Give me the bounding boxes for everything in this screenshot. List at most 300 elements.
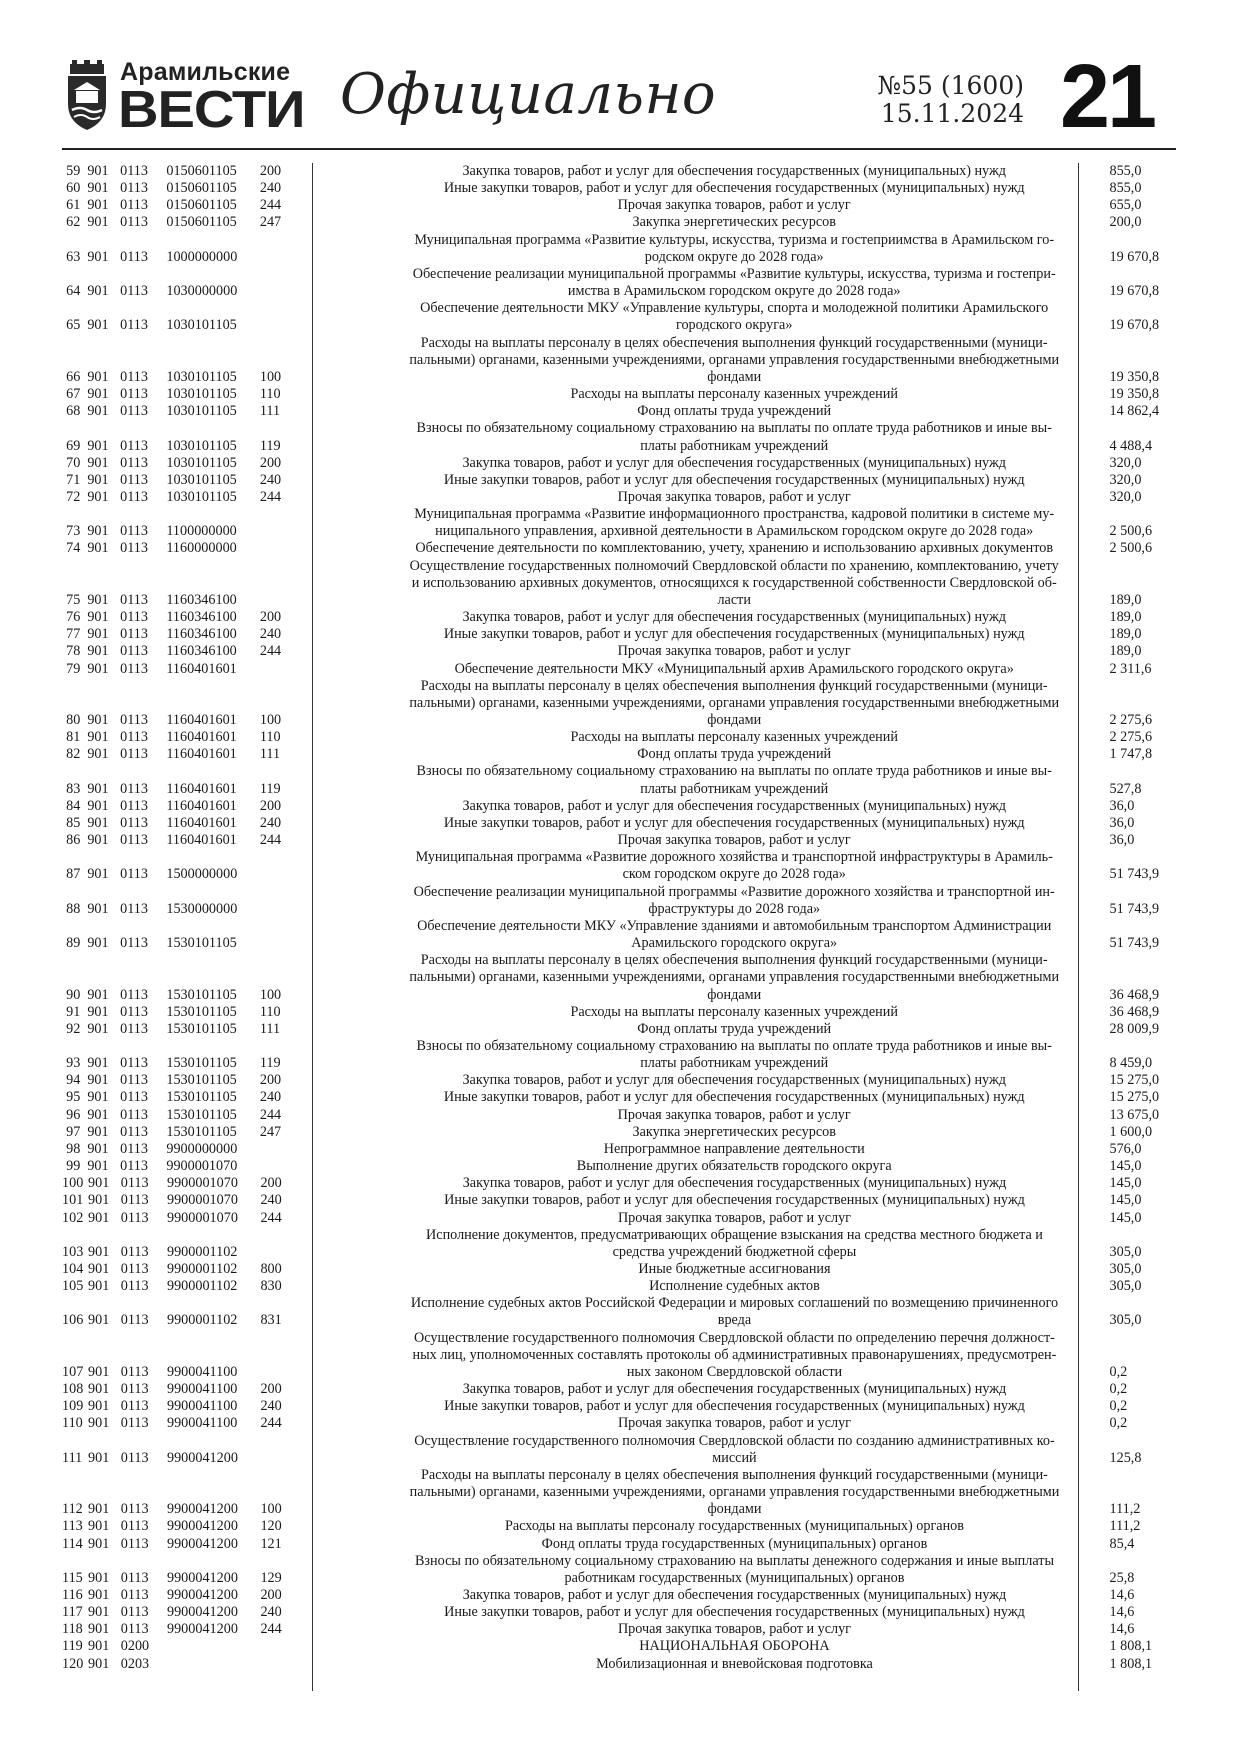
target-code: 1160401601 (166, 832, 237, 849)
target-code: 1160346100 (166, 591, 237, 608)
table-row (62, 952, 1176, 1003)
row-number: 67 (66, 386, 81, 403)
item-name: Закупка товаров, работ и услуг для обеспечения государственных (муниципальных) нужд (462, 163, 1006, 179)
item-name: Иные закупки товаров, работ и услуг для обеспечения государственных (муниципальных) нужд (444, 1192, 1025, 1209)
table-row (62, 1415, 1176, 1432)
town-crest-icon (64, 60, 110, 132)
table-row (62, 832, 1176, 849)
item-name: Прочая закупка товаров, работ и услуг (617, 1106, 851, 1123)
row-number: 77 (66, 626, 81, 643)
target-code: 9900041100 (166, 1415, 238, 1432)
row-number: 112 (62, 1501, 83, 1518)
table-row (62, 643, 1176, 660)
target-code: 1530101105 (166, 1055, 237, 1072)
expense-type-code: 100 (259, 368, 282, 385)
target-code: 9900001070 (166, 1209, 238, 1226)
section-code: 0113 (120, 712, 148, 728)
section-code: 0113 (120, 1003, 148, 1020)
row-number: 59 (66, 163, 81, 179)
item-name: Закупка товаров, работ и услуг для обеспечения государственных (муниципальных) нужд (462, 1072, 1006, 1089)
table-row (62, 1107, 1176, 1124)
section-code: 0113 (120, 643, 148, 660)
admin-code: 901 (88, 1192, 110, 1209)
amount: 51 743,9 (1109, 935, 1160, 952)
section-code: 0113 (120, 1089, 148, 1106)
admin-code: 901 (88, 1569, 110, 1586)
admin-code: 901 (87, 712, 109, 728)
target-code: 1160000000 (166, 540, 237, 557)
amount: 189,0 (1109, 609, 1142, 626)
expense-type-code: 247 (259, 1123, 282, 1140)
table-row (62, 1261, 1176, 1278)
table-row (62, 1330, 1176, 1381)
amount: 19 670,8 (1109, 283, 1160, 300)
target-code: 9900001102 (166, 1261, 238, 1277)
admin-code: 901 (87, 780, 109, 797)
section-code: 0113 (120, 317, 148, 334)
target-code: 9900041100 (166, 1363, 238, 1380)
amount: 19 350,8 (1109, 386, 1160, 403)
item-name: Закупка товаров, работ и услуг для обеспечения государственных (муниципальных) нужд (462, 1381, 1007, 1398)
target-code: 9900041200 (166, 1449, 238, 1466)
section-code: 0113 (120, 1501, 149, 1518)
row-number: 118 (62, 1621, 83, 1638)
amount: 2 275,6 (1109, 712, 1153, 728)
section-code: 0113 (120, 797, 148, 814)
amount: 1 747,8 (1109, 746, 1153, 763)
row-number: 111 (62, 1449, 83, 1466)
section-code: 0113 (120, 523, 148, 540)
row-number: 117 (62, 1604, 83, 1621)
admin-code: 901 (87, 1055, 109, 1072)
row-number: 114 (62, 1535, 83, 1552)
section-code: 0113 (120, 591, 148, 608)
target-code: 0150601105 (166, 163, 237, 179)
target-code: 9900041100 (166, 1381, 238, 1398)
target-code: 1160346100 (166, 609, 237, 626)
table-row (62, 1072, 1176, 1089)
row-number: 81 (66, 729, 81, 746)
item-name: Иные закупки товаров, работ и услуг для обеспечения государственных (муниципальных) нужд (444, 1604, 1025, 1621)
section-code: 0113 (120, 866, 148, 883)
admin-code: 901 (88, 1261, 110, 1277)
admin-code: 901 (87, 591, 109, 608)
table-row (62, 1295, 1176, 1329)
section-code: 0113 (120, 1020, 148, 1037)
row-number: 65 (66, 317, 81, 334)
section-code: 0113 (120, 1209, 149, 1226)
target-code: 1030101105 (166, 317, 237, 334)
amount: 305,0 (1109, 1278, 1142, 1295)
item-name: Прочая закупка товаров, работ и услуг (617, 1621, 851, 1638)
item-name: Расходы на выплаты персоналу казенных учреждений (570, 386, 898, 403)
item-name: Расходы на выплаты персоналу казенных учреждений (570, 729, 898, 746)
table-row (62, 420, 1176, 454)
item-name: Взносы по обязательному социальному страхованию на выплаты по оплате труда работников и иные вы- платы работникам учреждений (416, 763, 1052, 797)
expense-type-code: 110 (259, 1003, 281, 1020)
target-code: 1160401601 (166, 746, 237, 763)
table-row (62, 163, 1176, 180)
table-row (62, 1398, 1176, 1415)
item-name: Иные закупки товаров, работ и услуг для обеспечения государственных (муниципальных) нужд (444, 1398, 1025, 1415)
table-row (62, 884, 1176, 918)
amount: 36 468,9 (1109, 986, 1160, 1003)
budget-table (62, 163, 1176, 1673)
admin-code: 901 (88, 1535, 110, 1552)
amount: 527,8 (1109, 780, 1142, 797)
amount: 85,4 (1109, 1535, 1135, 1552)
section-code: 0113 (120, 609, 148, 626)
row-number: 85 (66, 814, 81, 831)
section-code: 0113 (120, 626, 148, 643)
admin-code: 901 (88, 1243, 110, 1260)
item-name: Обеспечение деятельности МКУ «Управление зданиями и автомобильным транспортом Администрации Арамильского городского округа» (417, 917, 1052, 952)
item-name: Осуществление государственных полномочий Свердловской области по хранению, комплектованию, учету и использованию архивных документов, относящихся к государственной собственности Свердловской об- ласти (409, 557, 1059, 608)
target-code: 1530101105 (166, 1020, 237, 1037)
amount: 36 468,9 (1109, 1003, 1160, 1020)
item-name: Закупка товаров, работ и услуг для обеспечения государственных (муниципальных) нужд (462, 1175, 1007, 1192)
section-code: 0113 (120, 437, 148, 454)
expense-type-code: 240 (260, 1604, 282, 1621)
amount: 111,2 (1109, 1501, 1141, 1518)
admin-code: 901 (87, 1072, 109, 1089)
target-code: 9900001070 (166, 1175, 238, 1192)
admin-code: 901 (88, 1501, 110, 1518)
target-code: 1030101105 (166, 454, 237, 471)
expense-type-code: 200 (259, 609, 282, 626)
target-code: 9900041200 (166, 1569, 238, 1586)
expense-type-code: 119 (259, 780, 281, 797)
table-row (62, 180, 1176, 197)
table-row (62, 1175, 1176, 1192)
admin-code: 901 (87, 317, 109, 334)
target-code: 1160346100 (166, 626, 237, 643)
admin-code: 901 (87, 935, 109, 952)
expense-type-code: 200 (260, 1381, 282, 1398)
table-row (62, 1587, 1176, 1604)
target-code: 1030101105 (166, 437, 237, 454)
brand-title: ВЕСТИ (118, 81, 305, 139)
admin-code: 901 (87, 643, 109, 660)
expense-type-code: 244 (259, 197, 282, 214)
admin-code: 901 (87, 797, 109, 814)
amount: 655,0 (1109, 197, 1142, 214)
amount: 36,0 (1109, 797, 1135, 814)
admin-code: 901 (88, 1209, 110, 1226)
target-code: 1160346100 (166, 643, 237, 660)
row-number: 74 (66, 540, 81, 557)
target-code: 1530101105 (166, 1003, 237, 1020)
amount: 320,0 (1109, 454, 1142, 471)
section-code: 0113 (120, 488, 148, 505)
newspaper-logo[interactable] (64, 58, 305, 139)
amount: 36,0 (1109, 832, 1135, 849)
page-number: 21 (1060, 47, 1155, 147)
section-code: 0113 (120, 214, 148, 231)
row-number: 91 (66, 1003, 81, 1020)
item-name: Осуществление государственного полномочия Свердловской области по определению перечня должност- ных лиц, уполномоченных составлять протоколы об административных правонарушениях, предусмотрен- ных законом Свердловской области (412, 1329, 1057, 1380)
target-code: 9900041200 (166, 1621, 238, 1638)
target-code: 1500000000 (166, 866, 238, 883)
expense-type-code: 244 (260, 1415, 282, 1432)
row-number: 63 (66, 248, 81, 265)
page-header (0, 0, 1241, 150)
expense-type-code: 244 (259, 643, 282, 660)
section-code: 0113 (120, 471, 148, 488)
target-code: 1100000000 (166, 523, 237, 540)
section-code: 0113 (120, 454, 148, 471)
brand-subtitle: Арамильские (120, 58, 291, 86)
item-name: Прочая закупка товаров, работ и услуг (617, 488, 851, 505)
table-row (62, 1192, 1176, 1209)
amount: 125,8 (1109, 1449, 1142, 1466)
amount: 855,0 (1109, 163, 1142, 179)
amount: 4 488,4 (1109, 437, 1153, 454)
expense-type-code: 244 (259, 488, 282, 505)
target-code: 9900001102 (166, 1312, 238, 1329)
target-code: 1530101105 (166, 1072, 237, 1089)
target-code: 0150601105 (166, 214, 237, 231)
section-code: 0113 (120, 1604, 149, 1621)
amount: 0,2 (1109, 1381, 1128, 1398)
admin-code: 901 (87, 437, 109, 454)
admin-code: 901 (87, 163, 109, 179)
section-code: 0113 (120, 403, 148, 420)
target-code: 1160401601 (166, 712, 237, 728)
item-name: Расходы на выплаты персоналу в целях обеспечения выполнения функций государственными (муници- пальными) органами, казенными учреждениями, органами управления государственными внебюджетными фондами (409, 677, 1060, 728)
issue-date: 15.11.2024 (880, 99, 1024, 128)
target-code: 9900001102 (166, 1243, 238, 1260)
admin-code: 901 (87, 523, 109, 540)
table-row (62, 300, 1176, 334)
amount: 1 808,1 (1109, 1655, 1153, 1672)
amount: 2 500,6 (1109, 540, 1153, 557)
expense-type-code: 240 (259, 626, 282, 643)
table-row (62, 1536, 1176, 1553)
section-code: 0113 (120, 1518, 149, 1535)
expense-type-code: 100 (259, 712, 282, 728)
target-code: 9900001102 (166, 1278, 238, 1295)
item-name: Расходы на выплаты персоналу в целях обеспечения выполнения функций государственными (муници- пальными) органами, казенными учреждениями, органами управления государственными внебюджетными фондами (409, 1466, 1060, 1518)
expense-type-code: 119 (259, 1055, 281, 1072)
table-row (62, 763, 1176, 797)
item-name: Закупка товаров, работ и услуг для обеспечения государственных (муниципальных) нужд (462, 454, 1006, 471)
amount: 1 808,1 (1109, 1638, 1153, 1655)
expense-type-code: 800 (260, 1261, 282, 1277)
amount: 145,0 (1109, 1175, 1142, 1192)
amount: 15 275,0 (1109, 1072, 1160, 1089)
table-row (62, 1621, 1176, 1638)
admin-code: 901 (87, 283, 109, 300)
expense-type-code: 247 (259, 214, 282, 231)
target-code: 1160401601 (166, 780, 237, 797)
admin-code: 901 (87, 832, 109, 849)
section-code: 0113 (120, 1175, 149, 1192)
row-number: 113 (62, 1518, 83, 1535)
table-row (62, 1227, 1176, 1261)
item-name: Прочая закупка товаров, работ и услуг (617, 643, 851, 660)
amount: 200,0 (1109, 214, 1142, 231)
section-code: 0113 (120, 1278, 149, 1295)
row-number: 69 (66, 437, 81, 454)
item-name: Фонд оплаты труда учреждений (637, 403, 832, 420)
target-code: 1030101105 (166, 386, 237, 403)
row-number: 89 (66, 935, 81, 952)
table-row (62, 1004, 1176, 1021)
table-row (62, 403, 1176, 420)
admin-code: 901 (87, 214, 109, 231)
expense-type-code: 831 (260, 1312, 282, 1329)
row-number: 100 (62, 1175, 84, 1192)
row-number: 62 (66, 214, 81, 231)
target-code: 1530000000 (166, 900, 238, 917)
item-name: Прочая закупка товаров, работ и услуг (617, 1415, 851, 1432)
admin-code: 901 (88, 1621, 110, 1638)
table-row (62, 626, 1176, 643)
row-number: 84 (66, 797, 81, 814)
row-number: 110 (62, 1415, 83, 1432)
section-code: 0113 (120, 660, 148, 677)
item-name: Муниципальная программа «Развитие культуры, искусства, туризма и гостеприимства в Арамильском го- родском округе до 2028 года» (414, 231, 1055, 265)
section-code: 0113 (120, 283, 148, 300)
item-name: Закупка товаров, работ и услуг для обеспечения государственных (муниципальных) нужд (462, 797, 1006, 814)
section-code: 0113 (120, 248, 148, 265)
expense-type-code: 240 (260, 1398, 282, 1415)
admin-code: 901 (87, 386, 109, 403)
amount: 305,0 (1109, 1243, 1142, 1260)
item-name: Закупка товаров, работ и услуг для обеспечения государственных (муниципальных) нужд (462, 1586, 1007, 1603)
section-code: 0113 (120, 1381, 149, 1398)
admin-code: 901 (88, 1312, 110, 1329)
admin-code: 901 (87, 729, 109, 746)
row-number: 99 (66, 1158, 81, 1175)
row-number: 97 (66, 1123, 81, 1140)
admin-code: 901 (87, 471, 109, 488)
item-name: Фонд оплаты труда государственных (муниципальных) органов (541, 1535, 928, 1552)
target-code: 1160401601 (166, 660, 237, 677)
section-code: 0113 (120, 386, 148, 403)
amount: 145,0 (1109, 1209, 1142, 1226)
row-number: 119 (62, 1638, 83, 1655)
table-row (62, 1467, 1176, 1518)
amount: 320,0 (1109, 471, 1142, 488)
row-number: 120 (62, 1655, 84, 1672)
table-row (62, 1210, 1176, 1227)
row-number: 93 (66, 1055, 81, 1072)
table-row (62, 1553, 1176, 1587)
item-name: Обеспечение деятельности по комплектованию, учету, хранению и использованию архивных документов (415, 540, 1054, 557)
admin-code: 901 (88, 1449, 110, 1466)
row-number: 78 (66, 643, 81, 660)
admin-code: 901 (87, 488, 109, 505)
row-number: 72 (66, 488, 81, 505)
amount: 0,2 (1109, 1363, 1128, 1380)
target-code: 9900041200 (166, 1535, 238, 1552)
expense-type-code: 830 (260, 1278, 282, 1295)
section-code: 0113 (120, 1261, 149, 1277)
item-name: Иные закупки товаров, работ и услуг для обеспечения государственных (муниципальных) нужд (443, 471, 1025, 488)
amount: 14 862,4 (1109, 403, 1160, 420)
row-number: 87 (66, 866, 81, 883)
admin-code: 901 (87, 368, 109, 385)
item-name: Закупка энергетических ресурсов (632, 214, 836, 231)
admin-code: 901 (88, 1586, 110, 1603)
row-number: 101 (62, 1192, 84, 1209)
table-row (62, 1381, 1176, 1398)
issue-number: №55 (1600) (877, 71, 1024, 100)
amount: 145,0 (1109, 1192, 1142, 1209)
expense-type-code: 111 (259, 403, 281, 420)
row-number: 108 (62, 1381, 84, 1398)
item-name: Расходы на выплаты персоналу в целях обеспечения выполнения функций государственными (муници- пальными) органами, казенными учреждениями, органами управления государственными внебюджетными фондами (409, 952, 1060, 1003)
table-row (62, 1124, 1176, 1141)
item-name: Обеспечение реализации муниципальной программы «Развитие дорожного хозяйства и транспортной ин- фраструктуры до 2028 года» (413, 883, 1055, 917)
item-name: Иные бюджетные ассигнования (638, 1261, 831, 1277)
expense-type-code: 244 (259, 832, 282, 849)
table-row (62, 506, 1176, 540)
item-name: Исполнение судебных актов Российской Федерации и мировых соглашений по возмещению причиненного вреда (410, 1295, 1059, 1329)
amount: 189,0 (1109, 591, 1142, 608)
section-code: 0113 (120, 1415, 149, 1432)
admin-code: 901 (88, 1518, 110, 1535)
admin-code: 901 (87, 1089, 109, 1106)
table-row (62, 1278, 1176, 1295)
section-code: 0113 (120, 1363, 149, 1380)
admin-code: 901 (87, 180, 109, 197)
admin-code: 901 (88, 1655, 110, 1672)
target-code: 1530101105 (166, 986, 237, 1003)
admin-code: 901 (88, 1381, 110, 1398)
table-row (62, 798, 1176, 815)
target-code: 0150601105 (166, 180, 237, 197)
section-code: 0113 (120, 900, 148, 917)
target-code: 1530101105 (166, 1106, 237, 1123)
section-code: 0113 (120, 1243, 149, 1260)
amount: 320,0 (1109, 488, 1142, 505)
item-name: Муниципальная программа «Развитие дорожного хозяйства и транспортной инфраструктуры в Арамиль- ском городском округе до 2028 года» (415, 849, 1053, 883)
item-name: НАЦИОНАЛЬНАЯ ОБОРОНА (639, 1638, 830, 1655)
item-name: Расходы на выплаты персоналу в целях обеспечения выполнения функций государственными (муници- пальными) органами, казенными учреждениями, органами управления государственными внебюджетными фондами (409, 334, 1060, 385)
target-code: 9900000000 (166, 1140, 238, 1157)
item-name: Расходы на выплаты персоналу государственных (муниципальных) органов (504, 1518, 964, 1535)
amount: 305,0 (1109, 1261, 1142, 1277)
target-code: 9900041200 (166, 1586, 238, 1603)
row-number: 75 (66, 591, 81, 608)
amount: 51 743,9 (1109, 900, 1160, 917)
admin-code: 901 (87, 866, 109, 883)
section-code: 0113 (120, 1106, 148, 1123)
admin-code: 901 (87, 540, 109, 557)
admin-code: 901 (87, 403, 109, 420)
expense-type-code: 200 (259, 163, 282, 179)
table-row (62, 558, 1176, 609)
expense-type-code: 240 (259, 180, 282, 197)
admin-code: 901 (88, 1363, 110, 1380)
row-number: 115 (62, 1569, 83, 1586)
admin-code: 901 (87, 248, 109, 265)
row-number: 92 (66, 1020, 81, 1037)
expense-type-code: 111 (259, 1020, 281, 1037)
table-row (62, 746, 1176, 763)
section-code: 0113 (120, 180, 148, 197)
table-row (62, 232, 1176, 266)
item-name: Закупка товаров, работ и услуг для обеспечения государственных (муниципальных) нужд (462, 609, 1006, 626)
item-name: Фонд оплаты труда учреждений (637, 1020, 832, 1037)
section-code: 0113 (120, 1192, 149, 1209)
row-number: 90 (66, 986, 81, 1003)
target-code: 9900041200 (166, 1604, 238, 1621)
section-code: 0200 (120, 1638, 150, 1655)
